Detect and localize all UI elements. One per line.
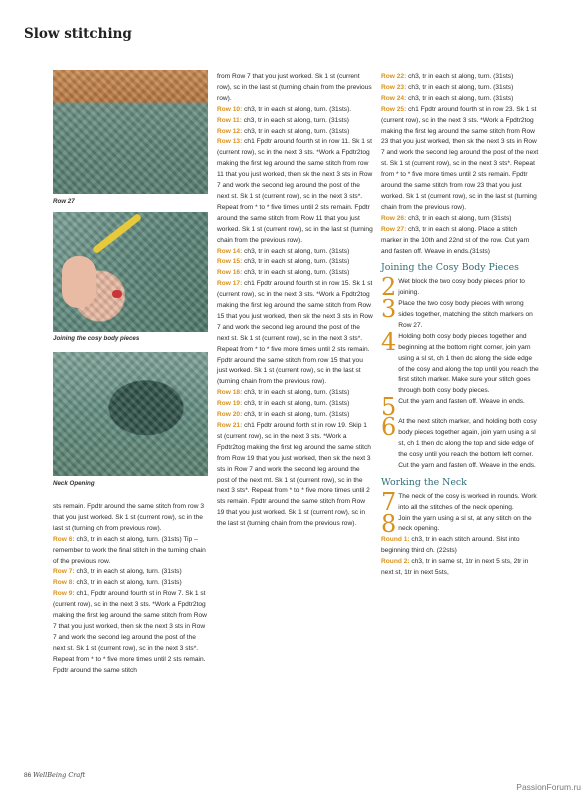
row-instruction: Row 9: ch1, Fpdtr around fourth st in Row 7. Sk 1 st (current row), sc in the next 3 sts. *Work a Fpdtr2tog making the first leg around the same stitch from Row 7 that you just worked, then sk the next 3 sts in Row 7 and work the second leg around the post of the next st. Sk 1 st (current row), sc in the next 3 sts*. Repeat from * to * five more times until 2 sts remain. Fpdtr around the same stitch (53, 590, 207, 674)
photo-row-27 (53, 70, 208, 194)
text-column-1 (53, 502, 208, 677)
row-instruction: Row 17: ch1 Fpdtr around fourth st in row 15. Sk 1 st (current row), sc in the next 3 sts. *Work a Fpdtr2tog making the first leg around the same stitch from Row 15 that you just worked, then sk the next 3 sts in Row 7 and work the second leg around the post of the next st. Sk 1 st (current row), sc in the next 3 sts*. Repeat from * to * five more times until 2 sts remain. Fpdtr around the same stitch from row 15 that you just worked. Sk 1 st (current row), sc in the last st (turning chain from the previous row). (217, 280, 373, 386)
caption-neck-opening: Neck Opening (53, 480, 95, 487)
row-instruction: Row 21: ch1 Fpdtr around forth st in row 19. Skip 1 st (current row), sc in the next 3 sts. *Work a Fpdtr2tog making the first leg around the same stitch from Row 19 that you just worked, then sk the next 3 sts in Row 7 and work the second leg around the post of the next mt. Sk 1 st (current row), sc in the next 3 sts*. Repeat from * to * five more times until 2 sts remain. Fpdtr around the same stitch from Row 19 that you just worked. Sk 1 st (current row), sc in the last st (turning chain from the previous row). (217, 422, 371, 528)
text-column-3 (381, 72, 539, 579)
row-instruction: Row 13: ch1 Fpdtr around fourth st in row 11. Sk 1 st (current row), sc in the next 3 sts. *Work a Fpdtr2tog making the first leg around the same stitch from row 11 that you just worked, then sk the next 3 sts in Row 7 and work the second leg around the post of the next st. Sk 1 st (current row), sc in the next 3 sts*. Repeat from * to * five times until 2 sts remain. Fpdtr around the same stitch from Row 11 that you just worked. Sk 1 st (current row), sc in the last st (turning chain from the previous row). (217, 138, 373, 244)
step: 5 Cut the yarn and fasten off. Weave in ends. (381, 393, 525, 422)
hand-shape (62, 256, 96, 308)
row-instruction: Row 16: ch3, tr in each st along, turn. (31sts) (217, 269, 350, 277)
page-title: Slow stitching (24, 26, 132, 42)
row-instruction: Row 24: ch3, tr in each st along, turn. (31sts) (381, 94, 514, 102)
paragraph: from Row 7 that you just worked. Sk 1 st (current row), sc in the last st (turning chain from the previous row). (217, 73, 372, 102)
photo-neck-opening (53, 352, 208, 476)
row-instruction: Row 8: ch3, tr in each st along, turn. (31sts) (53, 579, 182, 587)
text-column-2 (217, 72, 373, 530)
row-instruction: Row 22: ch3, tr in each st along, turn. (31sts) (381, 73, 514, 80)
caption-joining: Joining the cosy body pieces (53, 335, 140, 342)
row-instruction: Row 23: ch3, tr in each st along, turn. (31sts) (381, 83, 514, 91)
section-heading-neck: Working the Neck (381, 476, 467, 488)
row-instruction: Row 25: ch1 Fpdtr around fourth st in row 23. Sk 1 st (current row), sc in the next 3 sts. *Work a Fpdtr2tog making the first leg around the same stitch from Row 23 that you just worked, then sk the next 3 sts in Row 7 and work the second leg around the post of the next st. Sk 1 st (current row), sc in the next 3 sts*. Repeat from * to * five more times until 2 sts remain. Fpdtr around the same stitch from row 23 that you just worked. Sk 1 st (current row), sc in the last st (turning chain from the previous row). (381, 105, 539, 211)
round-instruction: Round 2: ch3, tr in same st, 1tr in next 5 sts, 2tr in next st, 1tr in next 5sts, (381, 558, 529, 577)
step: 3 Place the two cosy body pieces with wrong sides together, matching the stitch markers on Row 27. (381, 295, 533, 329)
row-instruction: Row 15: ch3, tr in each st along, turn. (31sts) (217, 258, 350, 266)
row-instruction: Row 12: ch3, tr in each st along, turn. (31sts) (217, 127, 350, 135)
watermark: PassionForum.ru (516, 782, 581, 792)
row-instruction: Row 14: ch3, tr in each st along, turn. (31sts) (217, 247, 350, 255)
row-instruction: Row 11: ch3, tr in each st along, turn. (31sts) (217, 116, 349, 124)
page-footer (24, 771, 85, 779)
step: 8 Join the yarn using a sl st, at any stitch on the neck opening. (381, 509, 532, 538)
step: 2 Wet block the two cosy body pieces prior to joining. (381, 273, 525, 302)
row-instruction: Row 19: ch3, tr in each st along, turn. (31sts) (217, 400, 350, 408)
row-instruction: Row 27: ch3, tr in each st along. Place a stitch marker in the 10th and 22nd st of the row. Cut yarn and fasten off. Weave in ends.(31sts) (381, 225, 530, 255)
step: 7 The neck of the cosy is worked in rounds. Work into all the stitches of the neck opening. (381, 487, 537, 516)
page-number: 86 (24, 772, 32, 779)
row-instruction: Row 18: ch3, tr in each st along, turn. (31sts) (217, 389, 350, 397)
round-instruction: Round 1: ch3, tr in each stitch around. Slst into beginning third ch. (22sts) (381, 536, 520, 555)
fingernail-shape (112, 290, 122, 298)
row-instruction: Row 26: ch3, tr in each st along, turn (31sts) (381, 214, 512, 222)
row-instruction: Row 7: ch3, tr in each st along, turn. (31sts) (53, 568, 182, 576)
caption-row-27: Row 27 (53, 198, 75, 205)
row-instruction: Row 20: ch3, tr in each st along, turn. (31sts) (217, 411, 350, 419)
step: 6 At the next stitch marker, and holding both cosy body pieces together again, join yarn using a sl st, ch 1 then dc along the top and side edge of the cosy until you reach the bottom left corner. Cut the yarn and fasten off. Weave in the ends. (381, 413, 537, 469)
paragraph: sts remain. Fpdtr around the same stitch from row 3 that you just worked. Sk 1 st (current row), sc in the last st (turning ch from previous row). (53, 503, 204, 532)
row-instruction: Row 10: ch3, tr in each st along, turn. (31sts). (217, 105, 352, 113)
step: 4 Holding both cosy body pieces together and beginning at the bottom right corner, join yarn using a sl st, ch 1 then dc along the side edge of the cosy and along the top until you reach the first stitch marker. Make sure your stitch goes through both cosy body pieces. (381, 327, 539, 395)
row-instruction: Row 6: ch3, tr in each st along, turn. (31sts) Tip – remember to work the final stitch in the turning chain of the previous row. (53, 535, 206, 565)
section-heading-joining: Joining the Cosy Body Pieces (381, 262, 519, 274)
magazine-name: WellBeing Craft (33, 771, 86, 779)
